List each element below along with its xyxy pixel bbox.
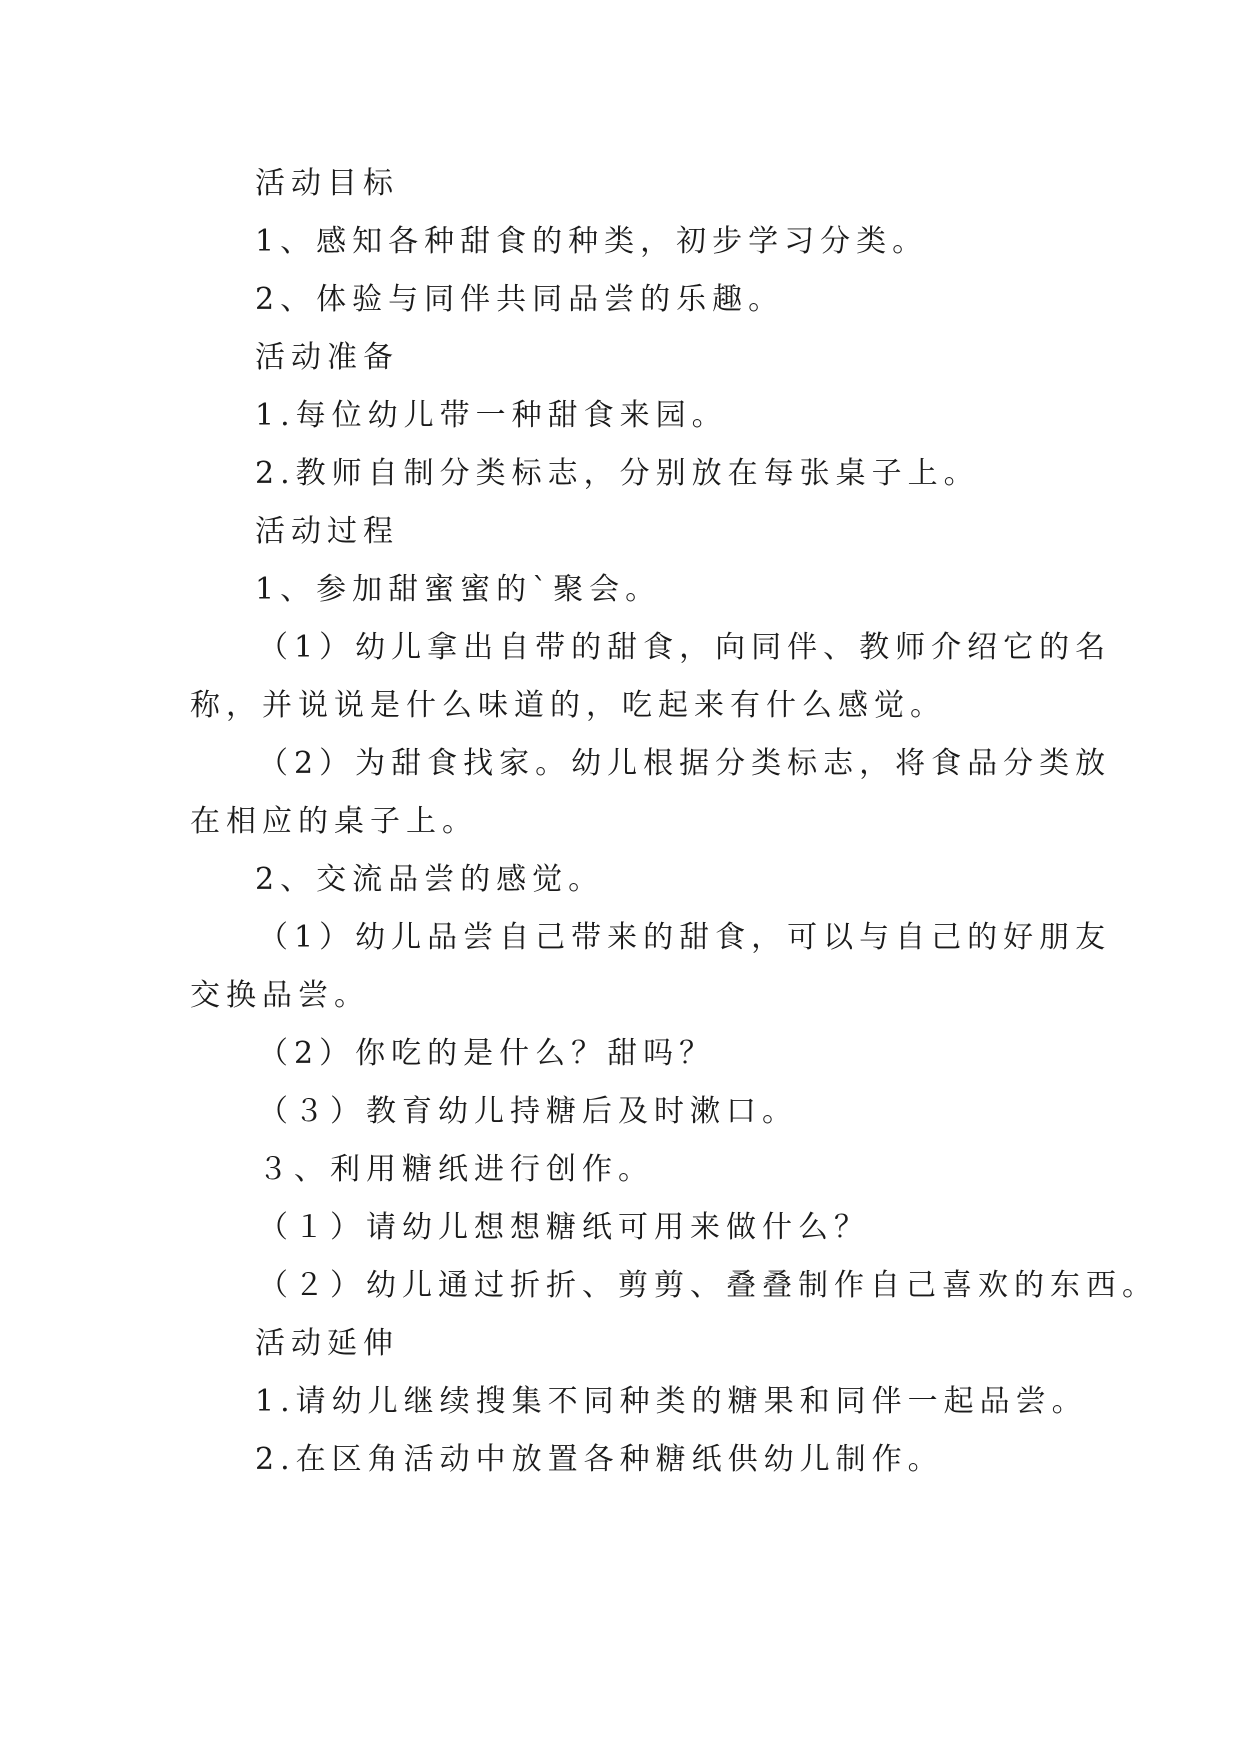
process-step-2: 2、交流品尝的感觉。: [255, 862, 605, 897]
process-step-3: ３、利用糖纸进行创作。: [258, 1152, 654, 1187]
extension-item-1: 1.请幼儿继续搜集不同种类的糖果和同伴一起品尝。: [255, 1384, 1088, 1419]
extension-item-2: 2.在区角活动中放置各种糖纸供幼儿制作。: [255, 1442, 944, 1477]
heading-activity-goals: 活动目标: [255, 166, 399, 201]
preparation-item-1: 1.每位幼儿带一种甜食来园。: [255, 398, 728, 433]
process-step-1-sub-1-line-1: （1）幼儿拿出自带的甜食，向同伴、教师介绍它的名: [258, 630, 1112, 665]
preparation-item-2: 2.教师自制分类标志，分别放在每张桌子上。: [255, 456, 980, 491]
heading-activity-preparation: 活动准备: [255, 340, 399, 375]
process-step-3-sub-1: （１）请幼儿想想糖纸可用来做什么？: [258, 1210, 870, 1245]
process-step-2-sub-1-line-2: 交换品尝。: [190, 978, 370, 1013]
process-step-2-sub-2: （2）你吃的是什么？甜吗？: [258, 1036, 716, 1071]
goal-item-2: 2、体验与同伴共同品尝的乐趣。: [255, 282, 785, 317]
goal-item-1: 1、感知各种甜食的种类，初步学习分类。: [255, 224, 929, 259]
process-step-1: 1、参加甜蜜蜜的`聚会。: [255, 572, 662, 607]
process-step-1-sub-1-line-2: 称，并说说是什么味道的，吃起来有什么感觉。: [190, 688, 946, 723]
process-step-2-sub-3: （３）教育幼儿持糖后及时漱口。: [258, 1094, 798, 1129]
process-step-1-sub-2-line-2: 在相应的桌子上。: [190, 804, 478, 839]
process-step-1-sub-2-line-1: （2）为甜食找家。幼儿根据分类标志，将食品分类放: [258, 746, 1112, 781]
process-step-2-sub-1-line-1: （1）幼儿品尝自己带来的甜食，可以与自己的好朋友: [258, 920, 1112, 955]
heading-activity-process: 活动过程: [255, 514, 399, 549]
heading-activity-extension: 活动延伸: [255, 1326, 399, 1361]
process-step-3-sub-2: （２）幼儿通过折折、剪剪、叠叠制作自己喜欢的东西。: [258, 1268, 1158, 1303]
